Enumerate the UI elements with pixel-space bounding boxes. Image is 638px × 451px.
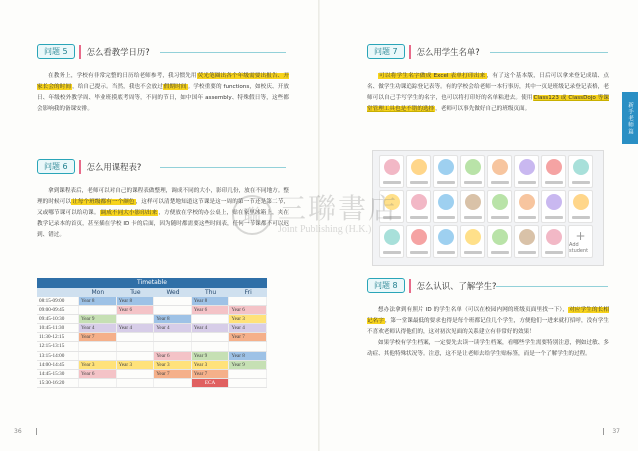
student-name-placeholder — [437, 251, 455, 254]
timetable-cell: Year 7 — [192, 370, 230, 378]
monster-avatar-icon — [492, 194, 508, 210]
page-number-mark — [603, 428, 604, 435]
timetable-cell — [117, 342, 155, 350]
question-title: 怎么用课程表? — [86, 161, 142, 172]
student-avatar-card — [433, 190, 458, 223]
timetable-cell: Year 3 — [117, 361, 155, 369]
timetable-cell — [154, 333, 192, 341]
student-avatar-card — [406, 190, 431, 223]
timetable-row — [37, 297, 267, 306]
timetable — [37, 278, 267, 388]
student-name-placeholder — [437, 181, 455, 184]
timetable-row — [37, 306, 267, 315]
monster-avatar-icon — [519, 159, 535, 175]
timetable-cell — [229, 379, 267, 387]
q5-paragraph: 在教务上，学校有非常完整的日历给老师参考，我习惯先用荧光笔圈出各个年级需要出报告、开家长会的时间，给自己提示。当然，我也不会放过假期时间。学校重要的 functions，如校庆、开放日、年级校外教学周、毕业班摸底考周等，不同的节日，如中国年 assembly、特殊假日等，这些都会影响我的备课安排。 — [37, 73, 289, 112]
time-slot: 12:15-13:15 — [37, 342, 79, 350]
monster-avatar-icon — [492, 159, 508, 175]
student-name-placeholder — [464, 251, 482, 254]
time-slot: 15:30-16:20 — [37, 379, 79, 387]
timetable-cell — [154, 297, 192, 305]
monster-avatar-icon — [411, 229, 427, 245]
q7-paragraph: 可以将学生名字做成 Excel 表单打印出来，有了这个基本版，日后可以拿来登记成绩、点名、做学生功课追踪登记表等。有的学校会给老师一本行事历，其中一页是班级记录登记表格，老师可以自己手写学生的名字，也可以将打印好的名单粘进去。使用Class123 或 ClassDojo 等课堂管理工具也是不错的选择，老师可以事先做好自己的班级页面。 — [367, 73, 609, 112]
student-avatar-card — [406, 155, 431, 188]
timetable-cell — [79, 352, 117, 360]
highlight-text: Class123 或 ClassDojo 等课堂管理工具也是不错的选择 — [367, 95, 609, 112]
timetable-body — [37, 297, 267, 388]
student-avatar-card — [568, 190, 593, 223]
class-roster-screenshot — [372, 150, 604, 266]
question-title: 怎么看教学日历? — [86, 46, 150, 57]
student-avatar-card — [379, 190, 404, 223]
highlight-text: 假期时间 — [163, 84, 187, 90]
timetable-cell: Year 3 — [79, 361, 117, 369]
student-avatar-card — [541, 155, 566, 188]
timetable-cell — [79, 379, 117, 387]
add-student-card — [568, 225, 593, 258]
plus-icon: + — [575, 228, 586, 243]
q8-paragraph: 想办法拿到有照片 ID 的学生名单（可以在校园内网的班级页面里找一下），对应学生的长相记名字，第一堂课最低的要求也得是每个班都记住几个学生，方便他们一进来就打招呼，没有学生不喜欢老师认得他们的，这对初次见面的关系建立有非常好的效果！ 如果学校有学生档案，一定要先去读一读学生档案，看哪些学生需要特别注意，例如过敏、多动症、其他特殊状况等。注意，这不是让老师去给学生贴标签，而是一个了解学生的过程。 — [367, 307, 609, 357]
page-number: 37 — [612, 428, 620, 435]
student-avatar-card — [433, 225, 458, 258]
student-avatar-card — [379, 225, 404, 258]
monster-avatar-icon — [519, 229, 535, 245]
question-badge: 问题 5 — [37, 44, 75, 59]
timetable-cell: Year 6 — [229, 306, 267, 314]
timetable-title: Timetable — [37, 278, 267, 288]
question-8-header — [367, 277, 496, 294]
student-avatar-card — [487, 155, 512, 188]
timetable-cell — [192, 342, 230, 350]
student-avatar-card — [487, 225, 512, 258]
timetable-cell: ECA — [192, 379, 230, 387]
day-header: Wed — [166, 289, 180, 296]
timetable-cell — [192, 315, 230, 323]
student-avatar-card — [460, 155, 485, 188]
student-avatar-grid — [379, 155, 593, 258]
timetable-cell: Year 9 — [229, 361, 267, 369]
monster-avatar-icon — [438, 229, 454, 245]
timetable-row — [37, 324, 267, 333]
timetable-cell: Year 6 — [192, 306, 230, 314]
monster-avatar-icon — [546, 194, 562, 210]
monster-avatar-icon — [384, 194, 400, 210]
q6-paragraph: 拿到课程表后，老师可以对自己的课程表做整理，调成不同的大小，影印几份，放在不同地方。整理的时候可以让每个班级都有一个颜色，这样可以清楚地知道这节课是这一周的第一节还是第二节，又或哪节课可以给功课。调成不同大小影印出来，方便放在学校的办公桌上，贴在家里冰箱上，夹在教学记录本的首页，甚至插在学校 ID 卡的后面，因为随时都需要这些时间表，任何一节课都不可以迟到、错过。 — [37, 188, 289, 238]
timetable-cell — [154, 379, 192, 387]
timetable-cell: Year 8 — [229, 352, 267, 360]
time-slot: 09:00-09:45 — [37, 306, 79, 314]
monster-avatar-icon — [519, 194, 535, 210]
timetable-cell: Year 8 — [154, 315, 192, 323]
day-header: Mon — [91, 289, 105, 296]
question-title: 怎么用学生名单? — [416, 46, 480, 57]
timetable-cell: Year 3 — [154, 361, 192, 369]
monster-avatar-icon — [384, 229, 400, 245]
monster-avatar-icon — [546, 159, 562, 175]
timetable-cell: Year 4 — [154, 324, 192, 332]
timetable-cell: Year 4 — [229, 324, 267, 332]
student-name-placeholder — [464, 181, 482, 184]
timetable-cell: Year 3 — [192, 361, 230, 369]
student-name-placeholder — [491, 216, 509, 219]
student-name-placeholder — [383, 251, 401, 254]
publisher-seal-icon: 聯 — [232, 195, 272, 235]
highlight-text: 让每个班级都有一个颜色 — [72, 199, 135, 205]
student-avatar-card — [514, 225, 539, 258]
student-avatar-card — [487, 190, 512, 223]
student-name-placeholder — [572, 216, 590, 219]
student-name-placeholder — [464, 216, 482, 219]
timetable-row — [37, 333, 267, 342]
student-name-placeholder — [545, 251, 563, 254]
student-avatar-card — [514, 190, 539, 223]
timetable-cell — [192, 333, 230, 341]
question-7-header — [367, 43, 480, 60]
timetable-row — [37, 379, 267, 388]
monster-avatar-icon — [573, 194, 589, 210]
highlight-text: 调成不同大小影印出来 — [100, 210, 158, 216]
monster-avatar-icon — [438, 194, 454, 210]
timetable-row — [37, 370, 267, 379]
timetable-cell: Year 4 — [117, 324, 155, 332]
timetable-cell — [117, 315, 155, 323]
monster-avatar-icon — [465, 194, 481, 210]
timetable-cell: Year 7 — [229, 333, 267, 341]
timetable-cell — [229, 297, 267, 305]
highlight-text: 可以将学生名字做成 Excel 表单打印出来 — [379, 73, 486, 79]
time-slot: 10:45-11:30 — [37, 324, 79, 332]
chapter-side-tab: 新手老师篇 — [622, 92, 638, 144]
time-slot: 14:00-14:45 — [37, 361, 79, 369]
question-5-header — [37, 43, 150, 60]
page-number-mark — [36, 428, 37, 435]
student-name-placeholder — [545, 216, 563, 219]
monster-avatar-icon — [438, 159, 454, 175]
student-name-placeholder — [518, 251, 536, 254]
monster-avatar-icon — [573, 159, 589, 175]
time-slot: 14:45-15:30 — [37, 370, 79, 378]
timetable-cell — [229, 342, 267, 350]
question-title: 怎么认识、了解学生? — [416, 280, 497, 291]
monster-avatar-icon — [411, 194, 427, 210]
timetable-cell: Year 4 — [192, 324, 230, 332]
highlight-text: 荧光笔圈出各个年级需要出报告、开家长会的时间 — [37, 73, 289, 90]
question-badge: 问题 6 — [37, 159, 75, 174]
student-name-placeholder — [545, 181, 563, 184]
student-avatar-card — [541, 190, 566, 223]
watermark-cn: 三聯書店 — [278, 192, 399, 225]
student-name-placeholder — [491, 251, 509, 254]
student-name-placeholder — [383, 181, 401, 184]
divider — [409, 45, 411, 59]
timetable-cell — [229, 370, 267, 378]
time-slot: 08:15-09:00 — [37, 297, 79, 305]
student-name-placeholder — [518, 216, 536, 219]
divider — [79, 160, 81, 174]
divider — [409, 279, 411, 293]
header-rule — [160, 167, 286, 168]
timetable-cell — [117, 379, 155, 387]
question-6-header — [37, 158, 141, 175]
timetable-cell — [117, 333, 155, 341]
student-avatar-card — [379, 155, 404, 188]
timetable-cell — [154, 306, 192, 314]
timetable-cell: Year 3 — [229, 315, 267, 323]
monster-avatar-icon — [465, 159, 481, 175]
student-avatar-card — [460, 225, 485, 258]
day-header: Fri — [244, 289, 252, 296]
timetable-row — [37, 315, 267, 324]
time-slot: 11:30-12:15 — [37, 333, 79, 341]
student-avatar-card — [541, 225, 566, 258]
monster-avatar-icon — [411, 159, 427, 175]
student-name-placeholder — [572, 181, 590, 184]
timetable-row — [37, 352, 267, 361]
left-page — [0, 0, 318, 451]
timetable-cell: Year 7 — [154, 370, 192, 378]
student-name-placeholder — [383, 216, 401, 219]
timetable-corner — [37, 288, 79, 297]
student-avatar-card — [406, 225, 431, 258]
time-slot: 13:15-14:00 — [37, 352, 79, 360]
student-name-placeholder — [410, 181, 428, 184]
monster-avatar-icon — [465, 229, 481, 245]
watermark-en: Joint Publishing (H.K.) — [278, 224, 372, 235]
timetable-cell: Year 9 — [192, 352, 230, 360]
time-slot: 09:45-10:30 — [37, 315, 79, 323]
timetable-cell: Year 6 — [117, 306, 155, 314]
student-name-placeholder — [410, 216, 428, 219]
student-name-placeholder — [410, 251, 428, 254]
timetable-cell — [154, 342, 192, 350]
timetable-cell: Year 6 — [79, 370, 117, 378]
page-number: 36 — [14, 428, 22, 435]
timetable-row — [37, 342, 267, 351]
day-header: Thu — [204, 289, 217, 296]
student-name-placeholder — [491, 181, 509, 184]
student-name-placeholder — [518, 181, 536, 184]
student-name-placeholder — [437, 216, 455, 219]
question-badge: 问题 8 — [367, 278, 405, 293]
student-avatar-card — [460, 190, 485, 223]
header-rule — [496, 286, 608, 287]
timetable-cell: Year 9 — [79, 315, 117, 323]
timetable-cell — [117, 370, 155, 378]
question-badge: 问题 7 — [367, 44, 405, 59]
timetable-cell: Year 8 — [117, 297, 155, 305]
timetable-cell: Year 6 — [154, 352, 192, 360]
highlight-text: 对应学生的长相记名字 — [367, 307, 609, 324]
timetable-cell: Year 8 — [79, 297, 117, 305]
timetable-cell: Year 8 — [192, 297, 230, 305]
timetable-row — [37, 361, 267, 370]
timetable-cell — [79, 342, 117, 350]
monster-avatar-icon — [546, 229, 562, 245]
student-avatar-card — [568, 155, 593, 188]
timetable-cell: Year 7 — [79, 333, 117, 341]
timetable-cell — [79, 306, 117, 314]
timetable-header-row — [37, 288, 267, 297]
timetable-cell — [117, 352, 155, 360]
divider — [79, 45, 81, 59]
student-avatar-card — [433, 155, 458, 188]
add-student-label: Add student — [569, 241, 589, 254]
monster-avatar-icon — [492, 229, 508, 245]
monster-avatar-icon — [384, 159, 400, 175]
header-rule — [490, 52, 608, 53]
header-rule — [160, 52, 286, 53]
day-header: Tue — [130, 289, 141, 296]
student-avatar-card — [514, 155, 539, 188]
timetable-cell: Year 4 — [79, 324, 117, 332]
